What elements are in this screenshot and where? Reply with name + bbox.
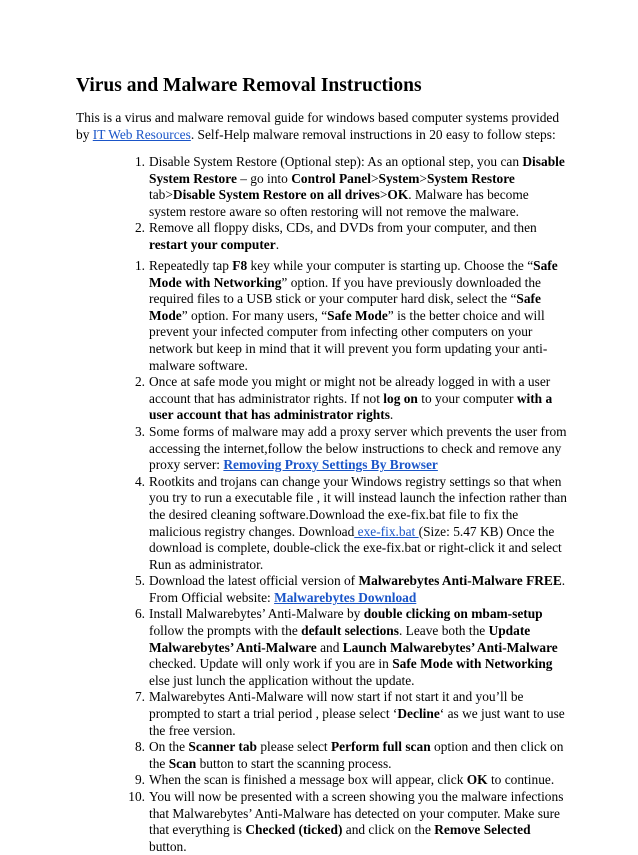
text-run: – go into	[236, 170, 292, 186]
text-run: and click on the	[342, 822, 435, 838]
text-run: to your computer	[417, 390, 517, 406]
list-item-number: 4.	[134, 473, 145, 489]
text-run: checked. Update will only work if you are in	[149, 656, 393, 672]
text-run: Once at safe mode you might or might not be already logged in with a user account that has administrator rights. If not	[149, 374, 551, 406]
bold-text: log on	[383, 390, 418, 406]
text-run: to continue.	[487, 772, 555, 788]
bold-text: Perform full scan	[330, 739, 431, 755]
text-run: >	[370, 170, 379, 186]
text-run: Malwarebytes Anti-Malware will now start if not start it and you’ll be prompted to start a trial period , please select ‘	[149, 689, 524, 722]
text-run: button.	[149, 838, 187, 854]
text-run: Repeatedly tap	[149, 258, 233, 273]
list-item	[121, 474, 569, 574]
bold-text: Malwarebytes Anti-Malware FREE	[358, 573, 562, 589]
list-item-number: 9.	[134, 772, 145, 788]
text-run: .	[389, 407, 394, 423]
text-run: key while your computer is starting up. Choose the “	[247, 258, 534, 273]
text-run: ” option. If you have previously downloaded the required files to a USB stick or your computer hard disk, select the “	[149, 274, 541, 307]
bold-text: Scanner tab	[188, 739, 257, 755]
list-item	[121, 772, 569, 789]
preparation-steps-list	[121, 154, 569, 254]
bold-text: Safe Mode with Networking	[392, 656, 553, 672]
bold-text: restart your computer	[149, 236, 276, 252]
list-item-number: 3.	[134, 423, 145, 439]
removal-steps-list	[121, 258, 569, 855]
list-item-number: 6.	[134, 606, 145, 622]
text-run: .	[275, 236, 280, 252]
text-run: follow the prompts with the	[149, 623, 302, 639]
list-item-number: 1.	[134, 258, 145, 273]
list-item	[121, 606, 569, 689]
bold-text: System Restore	[426, 170, 515, 186]
text-run: tab>	[149, 187, 173, 203]
text-run: Disable System Restore (Optional step): As an optional step, you can	[149, 154, 523, 169]
list-item	[121, 573, 569, 606]
list-item-number: 5.	[134, 573, 145, 589]
intro-paragraph	[76, 110, 566, 143]
text-run: button to start the scanning process.	[196, 755, 392, 771]
list-item	[121, 374, 569, 424]
bold-text: Checked (ticked)	[245, 822, 343, 838]
bold-text: Launch Malwarebytes’ Anti-Malware	[342, 639, 558, 655]
bold-text: F8	[232, 258, 248, 273]
bold-text: OK	[387, 187, 409, 203]
list-item-number: 1.	[134, 154, 145, 169]
bold-text: Scan	[168, 755, 197, 771]
text-run: ‘ as we just want to use the free version.	[149, 706, 565, 738]
it-web-resources-link[interactable]: IT Web Resources	[92, 126, 191, 142]
text-run: and	[316, 639, 343, 655]
bold-text: System	[378, 170, 420, 186]
bold-text: Safe Mode	[327, 307, 388, 323]
list-item	[121, 154, 569, 220]
text-run: option and then click on the	[149, 739, 564, 771]
list-item	[121, 220, 569, 253]
bold-text: Control Panel	[291, 170, 371, 186]
text-run: Download the latest official version of	[149, 573, 359, 589]
text-run: else just lunch the application without the update.	[149, 672, 415, 688]
bold-text: Safe Mode with Networking	[149, 258, 558, 290]
list-item-number: 8.	[134, 739, 145, 755]
text-run: Install Malwarebytes’ Anti-Malware by	[149, 606, 364, 622]
list-item	[121, 689, 569, 739]
list-item	[121, 424, 569, 474]
text-run: (Size: 5.47 KB) Once the download is complete, double-click the exe-fix.bat or right-click it and select Run as administrator.	[149, 523, 562, 572]
text-run: please select	[257, 739, 331, 755]
text-run: >	[419, 170, 427, 186]
intro-text-before: This is a virus and malware removal guide for windows based computer systems provided by	[76, 110, 560, 142]
bold-text: Decline	[397, 706, 440, 722]
inline-link[interactable]: Removing Proxy Settings By Browser	[223, 457, 438, 473]
list-item-number: 2.	[134, 220, 145, 236]
text-run: ” is the better choice and will prevent your infected computer from infecting other computers on your network but keep in mind that it will prevent you form updating your anti-malware software.	[149, 307, 548, 373]
bold-text: Remove Selected	[434, 822, 531, 838]
bold-text: Update Malwarebytes’ Anti-Malware	[149, 623, 531, 655]
bold-text: Safe Mode	[149, 291, 541, 323]
inline-link[interactable]: exe-fix.bat	[354, 523, 419, 539]
text-run: . Malware has become system restore aware so often restoring will not remove the malware.	[149, 187, 529, 219]
text-run: . From Official website:	[149, 573, 566, 605]
list-item	[121, 258, 569, 374]
bold-text: default selections	[301, 623, 399, 639]
intro-text-after: . Self-Help malware removal instructions in 20 easy to follow steps:	[190, 126, 556, 142]
bold-text: double clicking on mbam-setup	[363, 606, 543, 622]
text-run: When the scan is finished a message box will appear, click	[149, 772, 467, 788]
text-run: ” option. For many users, “	[181, 307, 328, 323]
page-title: Virus and Malware Removal Instructions	[76, 75, 422, 96]
text-run: Some forms of malware may add a proxy server which prevents the user from accessing the internet,follow the below instructions to check and remove any proxy server:	[149, 423, 567, 473]
text-run: Remove all floppy disks, CDs, and DVDs from your computer, and then	[149, 220, 537, 236]
text-run: You will now be presented with a screen showing you the malware infections that Malwarebytes’ Anti-Malware has detected on your computer. Make sure that everything is	[149, 789, 564, 838]
list-item-number: 10.	[128, 789, 145, 804]
bold-text: with a user account that has administrator rights	[149, 390, 553, 423]
text-run: Rootkits and trojans can change your Windows registry settings so that when you try to run a executable file , it will instead launch the infection rather than the desired cleaning software.Download the exe-fix.bat file to fix the malicious registry changes. Download	[149, 473, 567, 539]
text-run: >	[379, 187, 388, 203]
text-run: . Leave both the	[398, 623, 489, 639]
inline-link[interactable]: Malwarebytes Download	[274, 589, 417, 605]
list-item	[121, 789, 569, 855]
text-run: On the	[149, 739, 189, 755]
bold-text: Disable System Restore on all drives	[172, 187, 380, 203]
list-item-number: 7.	[134, 689, 145, 705]
list-item	[121, 739, 569, 772]
bold-text: Disable System Restore	[149, 154, 565, 186]
list-item-number: 2.	[134, 374, 145, 390]
bold-text: OK	[466, 772, 488, 788]
